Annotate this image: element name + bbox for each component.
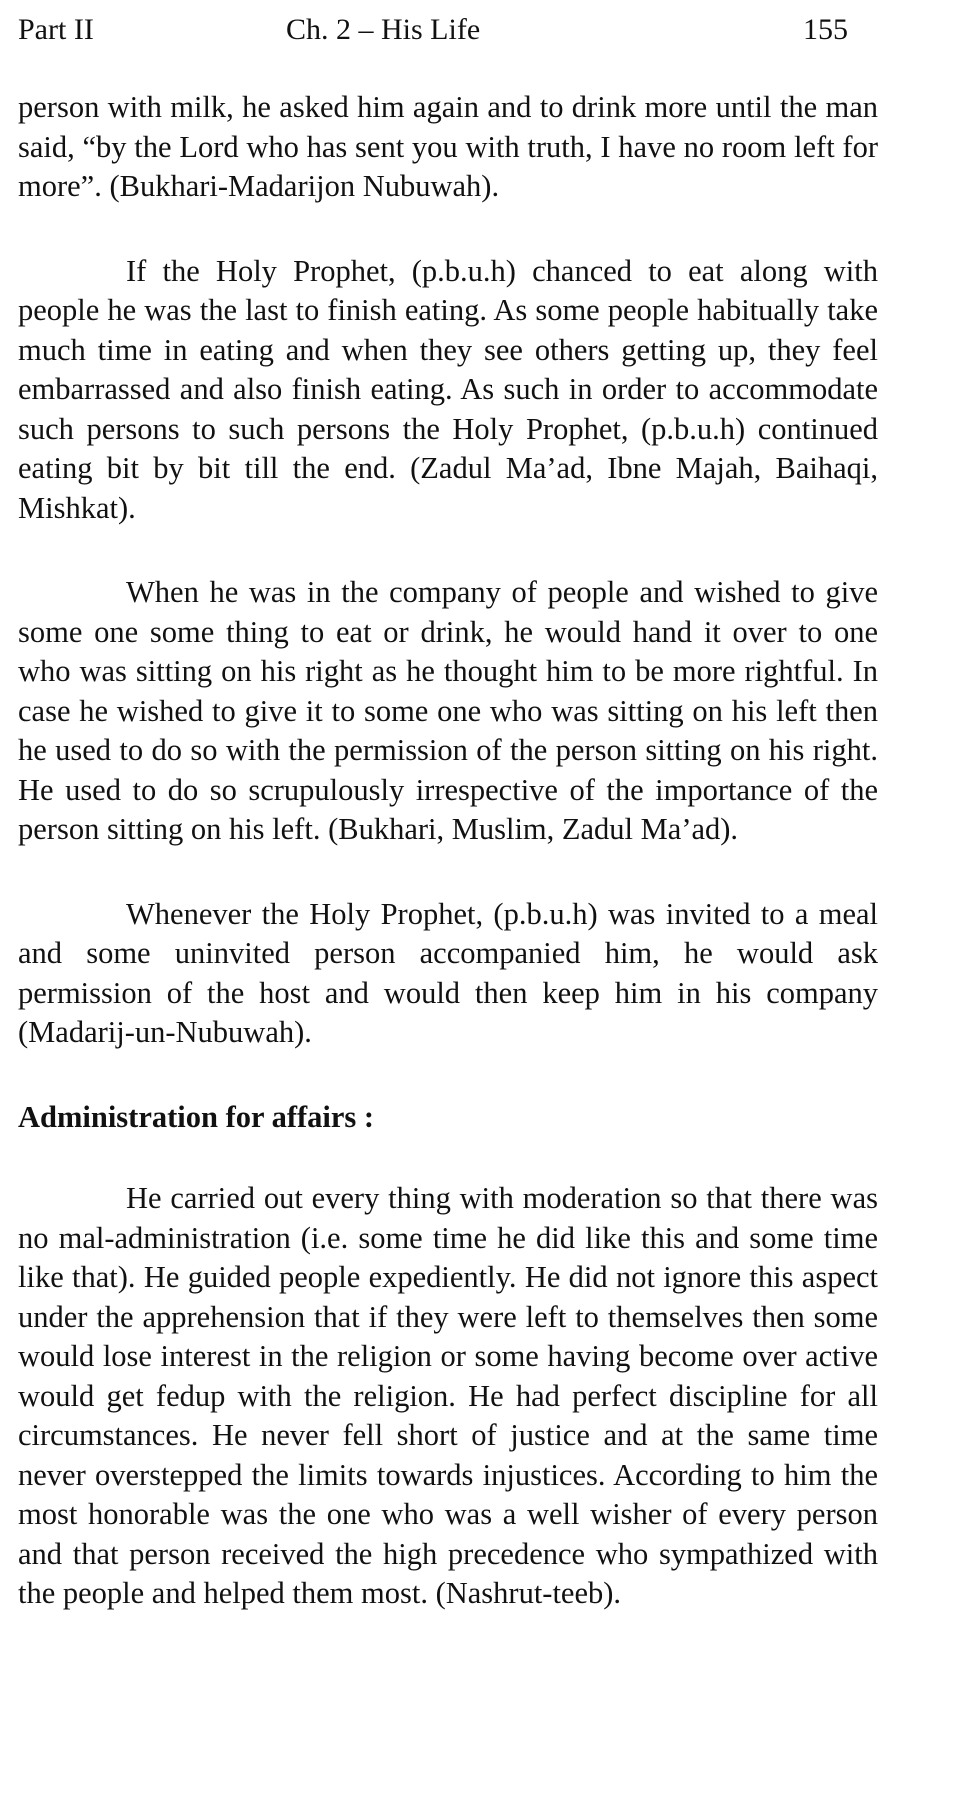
part-label: Part II <box>18 13 94 46</box>
paragraph-invitation: Whenever the Holy Prophet, (p.b.u.h) was invited to a meal and some uninvited person accompanied him, he would ask permission of the host and would then keep him in his company (Madarij-un-Nubuwah). <box>18 896 878 1049</box>
paragraph-right-hand: When he was in the company of people and wished to give some one some thing to eat or drink, he would hand it over to one who was sitting on his right as he thought him to be more rightful. In case he wished to give it to some one who was sitting on his left then he used to do so with the permission of the person sitting on his right. He used to do so scrupulously irrespective of the importance of the person sitting on his left. (Bukhari, Muslim, Zadul Ma’ad). <box>18 575 878 846</box>
running-header <box>18 10 878 50</box>
paragraph-eating: If the Holy Prophet, (p.b.u.h) chanced to eat along with people he was the last to finish eating. As some people habitually take much time in eating and when they see others getting up, they feel embarrassed and also finish eating. As such in order to accommodate such persons to such persons the Holy Prophet, (p.b.u.h) continued eating bit by bit till the end. (Zadul Ma’ad, Ibne Majah, Baihaqi, Mishkat). <box>18 253 878 525</box>
chapter-title: Ch. 2 – His Life <box>286 13 481 46</box>
paragraph-milk: person with milk, he asked him again and to drink more until the man said, “by the Lord who has sent you with truth, I have no room left for more”. (Bukhari-Madarijon Nubuwah). <box>18 90 878 203</box>
page-number: 155 <box>803 13 848 46</box>
page-body <box>18 88 878 1659</box>
paragraph-administration: He carried out every thing with moderation so that there was no mal-administration (i.e. some time he did like this and some time like that). He guided people expediently. He did not ignore this aspect under the apprehension that if they were left to themselves then some would lose interest in the religion or some having become over active would get fedup with the religion. He had perfect discipline for all circumstances. He never fell short of justice and at the same time never overstepped the limits towards injustices. According to him the most honorable was the one who was a well wisher of every person and that person received the high precedence who sympathized with the people and helped them most. (Nashrut-teeb). <box>18 1181 878 1610</box>
section-heading: Administration for affairs : <box>18 1099 375 1134</box>
